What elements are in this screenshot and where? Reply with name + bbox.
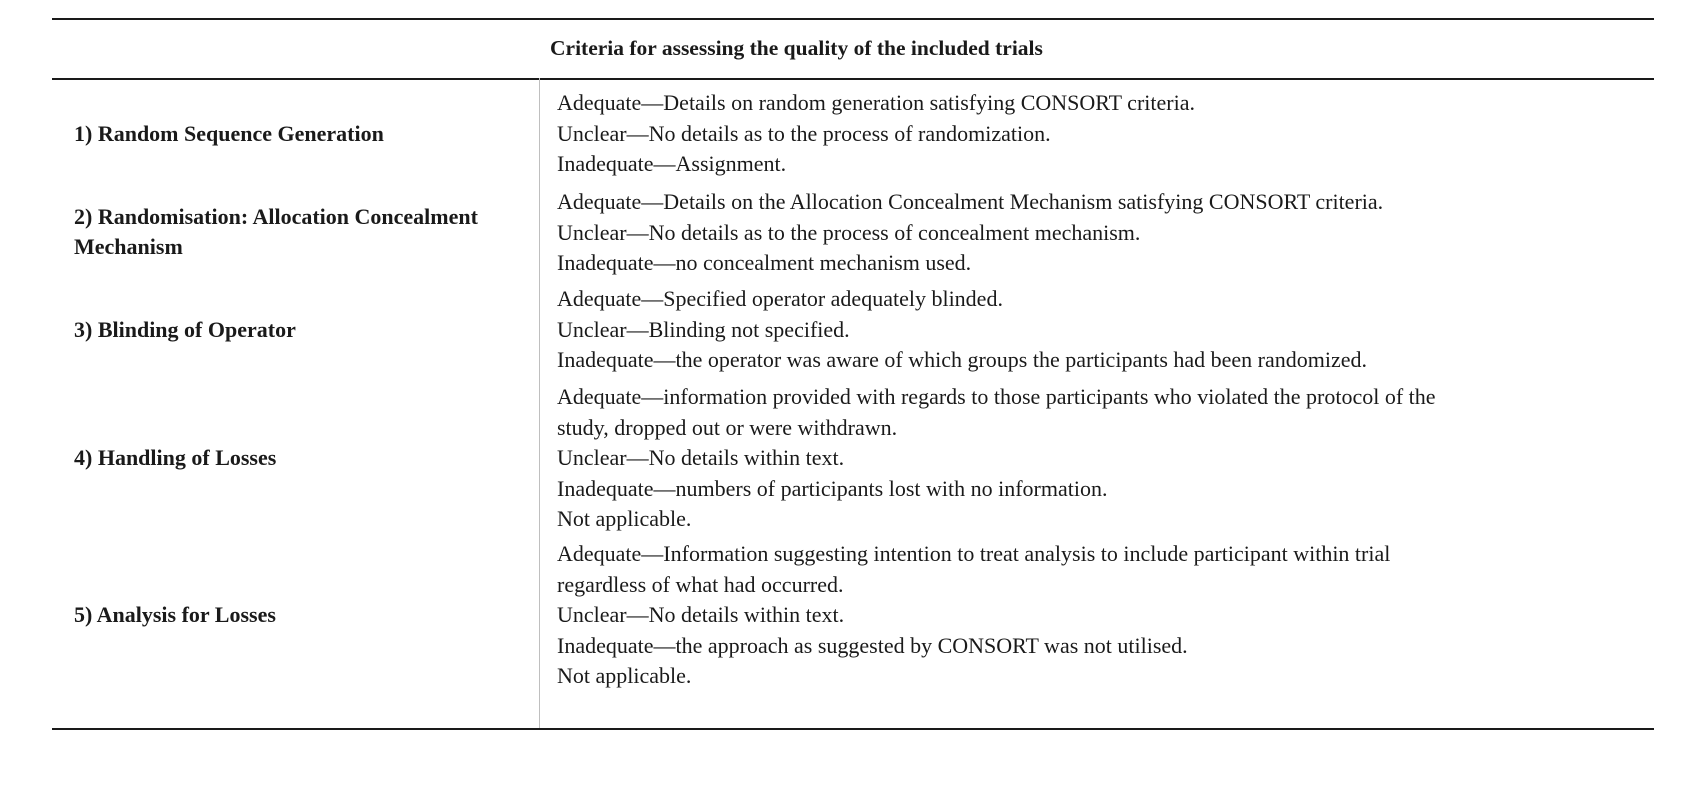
criteria-line: Inadequate—the approach as suggested by CONSORT was not utilised. [557,632,1188,658]
criteria-line: regardless of what had occurred. [557,571,844,597]
row-criteria [557,382,1649,535]
row-criteria [557,187,1649,279]
row-criteria [557,88,1649,180]
criteria-table [52,18,1654,728]
criteria-line: Unclear—No details as to the process of concealment mechanism. [557,219,1141,245]
criteria-line: Unclear—No details as to the process of randomization. [557,120,1051,146]
row-label: 2) Randomisation: Allocation Concealment Mechanism [74,204,478,259]
table-header [52,20,1654,78]
criteria-line: Adequate—Details on random generation satisfying CONSORT criteria. [557,90,1195,115]
row-criteria [557,284,1649,376]
criteria-line: Adequate—Information suggesting intention to treat analysis to include participant within trial [557,541,1391,566]
criteria-line: Inadequate—Assignment. [557,151,787,176]
bottom-rule [52,728,1654,730]
criteria-line: Adequate—Details on the Allocation Concealment Mechanism satisfying CONSORT criteria. [557,189,1384,214]
criteria-line: Inadequate—the operator was aware of which groups the participants had been randomized. [557,347,1368,372]
criteria-line: Unclear—No details within text. [557,445,845,470]
row-label: 1) Random Sequence Generation [74,121,384,146]
table-body [52,80,1654,728]
row-label: 5) Analysis for Losses [74,602,276,627]
criteria-line: study, dropped out or were withdrawn. [557,414,898,440]
criteria-line: Adequate—Specified operator adequately blinded. [557,286,1003,311]
criteria-line: Unclear—Blinding not specified. [557,316,850,342]
row-label: 4) Handling of Losses [74,445,277,470]
criteria-line: Unclear—No details within text. [557,602,845,627]
criteria-line: Not applicable. [557,506,692,531]
row-criteria [557,539,1649,692]
criteria-line: Adequate—information provided with regards to those participants who violated the protocol of the [557,384,1436,409]
column-divider [539,78,540,728]
criteria-line: Not applicable. [557,663,692,688]
table-header-title: Criteria for assessing the quality of the included trials [550,36,1043,60]
row-label: 3) Blinding of Operator [74,317,296,342]
criteria-line: Inadequate—numbers of participants lost with no information. [557,475,1108,501]
criteria-line: Inadequate—no concealment mechanism used. [557,250,972,275]
